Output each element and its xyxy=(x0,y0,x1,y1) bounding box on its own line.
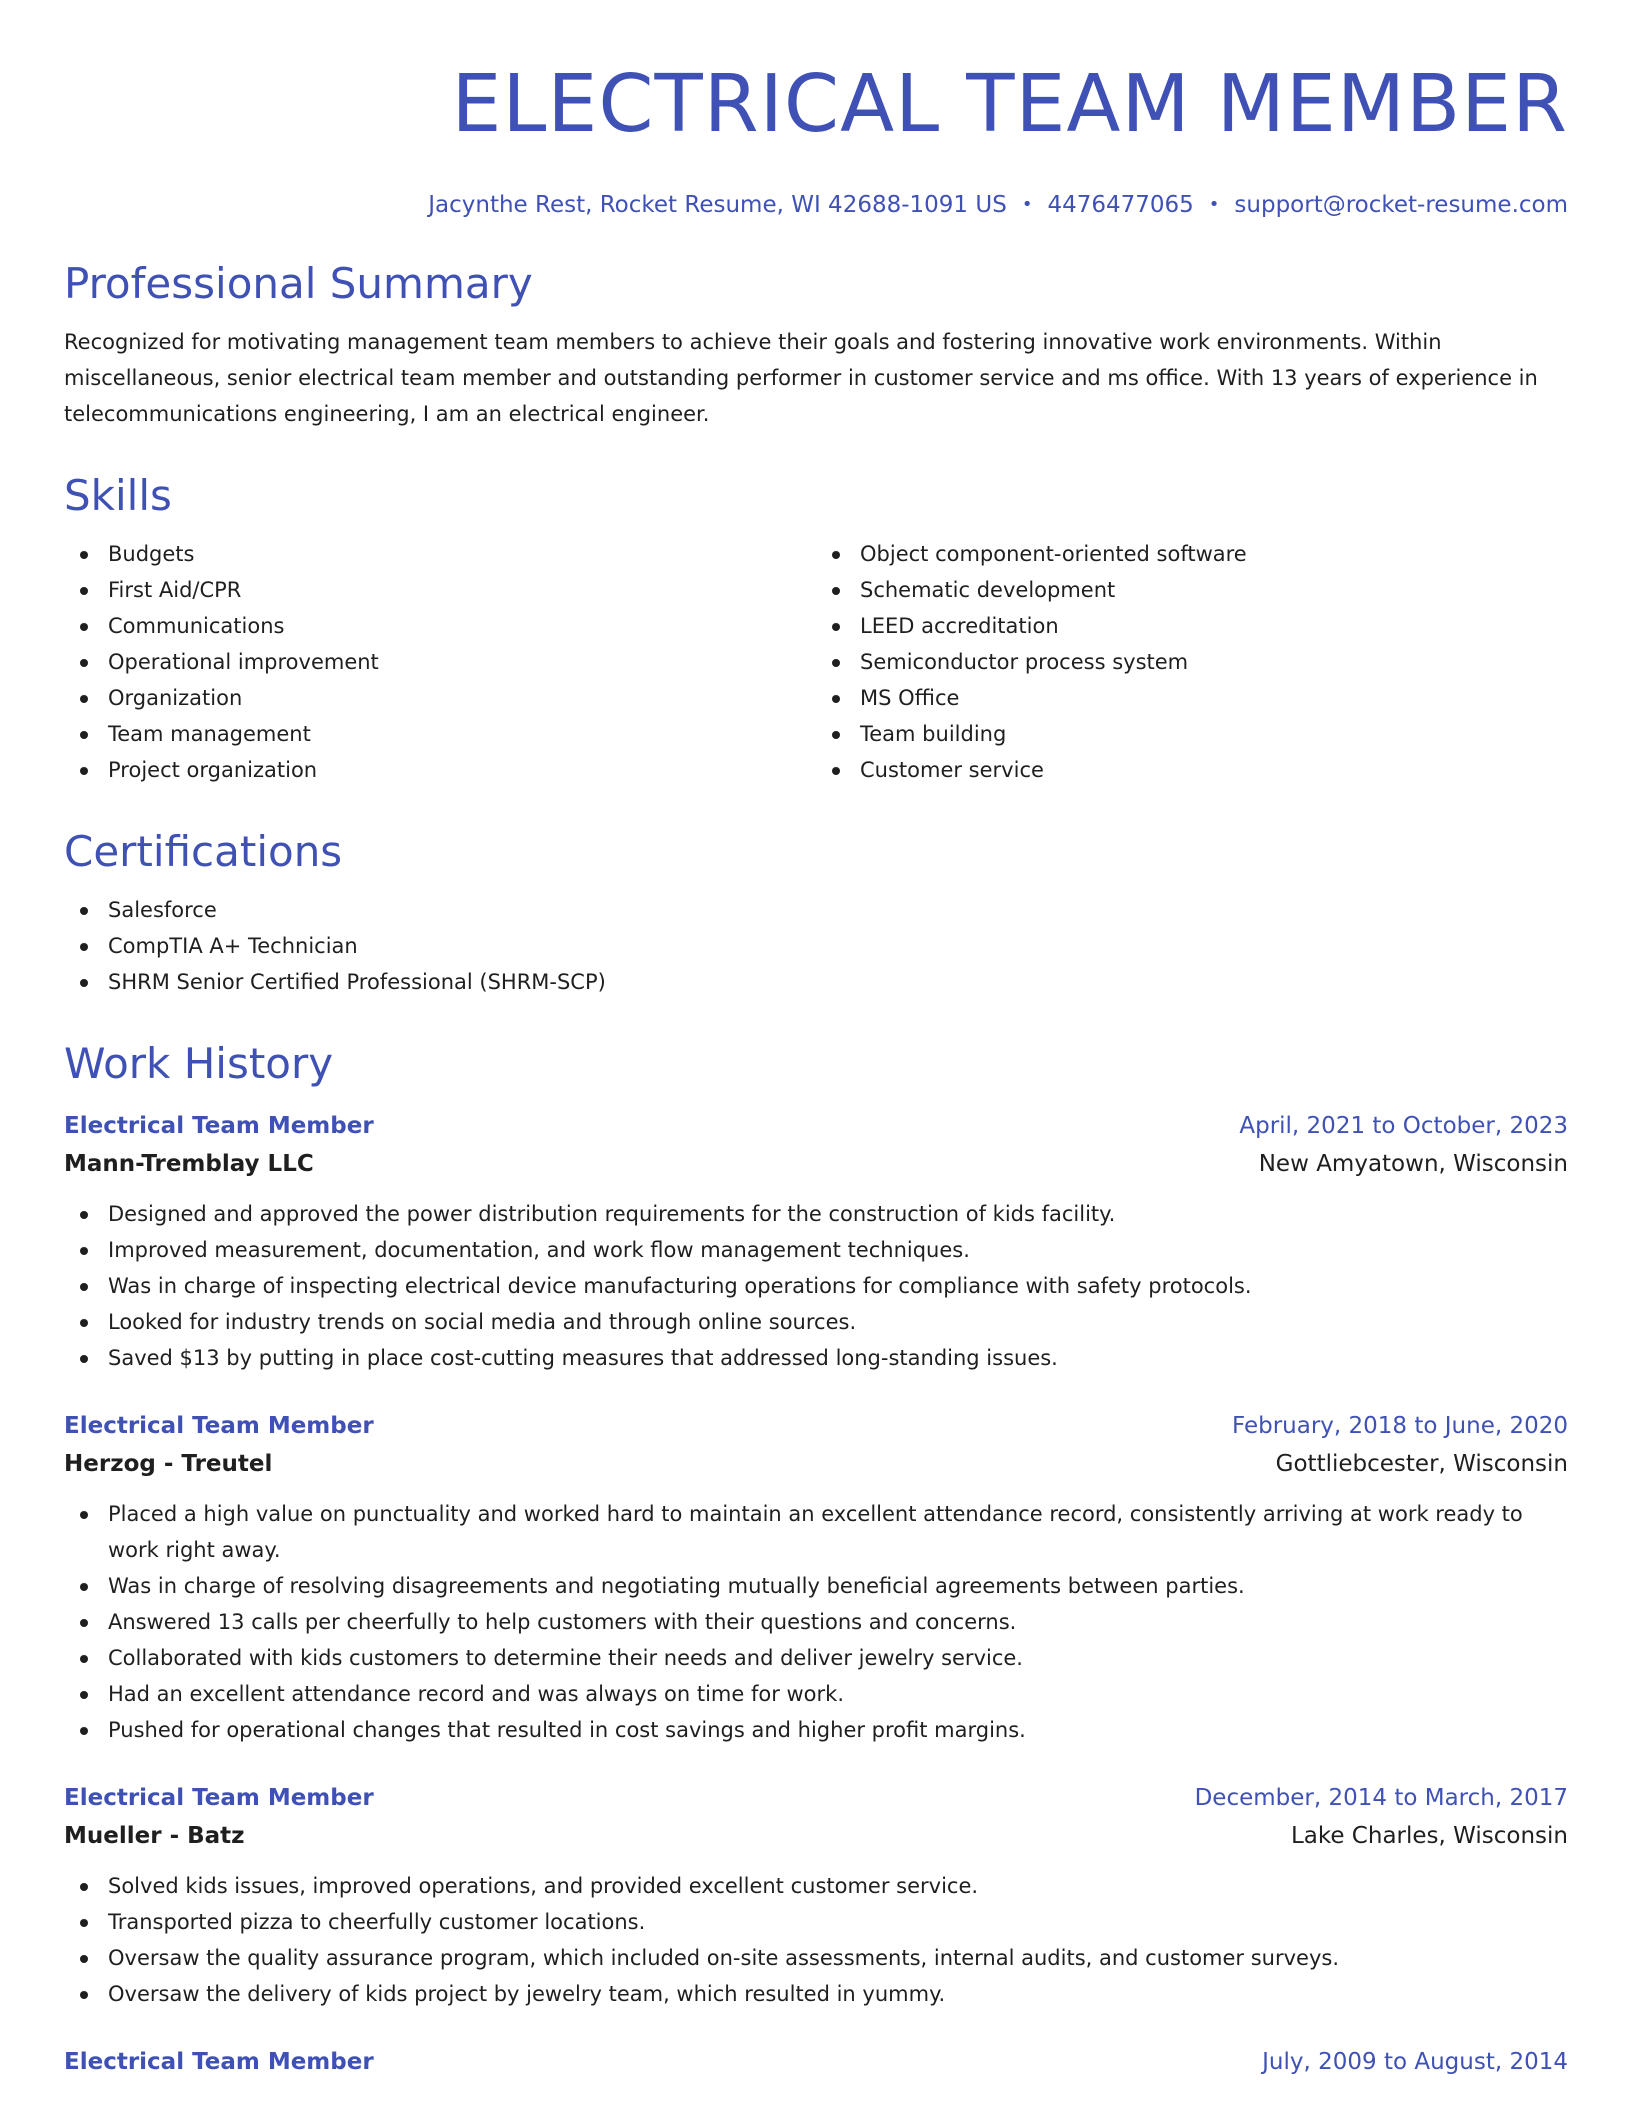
list-item xyxy=(64,1640,1568,1676)
skills-list-left xyxy=(64,536,816,788)
contact-separator: • xyxy=(1021,194,1033,215)
bullet-icon xyxy=(80,979,88,987)
bullet-icon xyxy=(80,1355,88,1363)
job-header-row xyxy=(64,2044,1568,2080)
bullet-icon xyxy=(80,1883,88,1891)
list-item xyxy=(64,1304,1568,1340)
list-item-text: Organization xyxy=(108,686,243,710)
bullet-icon xyxy=(80,695,88,703)
list-item xyxy=(64,964,1568,1000)
list-item xyxy=(816,716,1568,752)
list-item xyxy=(64,1196,1568,1232)
job-entry xyxy=(64,1408,1568,1748)
job-dates: December, 2014 to March, 2017 xyxy=(1194,1785,1568,1811)
list-item-text: Salesforce xyxy=(108,898,217,922)
bullet-icon xyxy=(80,1511,88,1519)
list-item-text: Was in charge of resolving disagreements and negotiating mutually beneficial agreements between parties. xyxy=(108,1574,1245,1598)
list-item-text: Pushed for operational changes that resulted in cost savings and higher profit margins. xyxy=(108,1718,1026,1742)
list-item xyxy=(64,1976,1568,2012)
bullet-icon xyxy=(832,587,840,595)
list-item xyxy=(64,680,816,716)
job-dates: April, 2021 to October, 2023 xyxy=(1239,1113,1568,1139)
list-item xyxy=(816,608,1568,644)
job-bullets xyxy=(64,1496,1568,1748)
job-location: Lake Charles, Wisconsin xyxy=(1290,1823,1568,1849)
list-item xyxy=(64,608,816,644)
bullet-icon xyxy=(80,907,88,915)
contact-separator: • xyxy=(1208,194,1220,215)
list-item xyxy=(64,1568,1568,1604)
list-item-text: Transported pizza to cheerfully customer locations. xyxy=(108,1910,646,1934)
list-item-text: Budgets xyxy=(108,542,195,566)
bullet-icon xyxy=(80,623,88,631)
list-item-text: Solved kids issues, improved operations, and provided excellent customer service. xyxy=(108,1874,979,1898)
bullet-icon xyxy=(80,767,88,775)
list-item xyxy=(64,752,816,788)
list-item-text: Looked for industry trends on social media and through online sources. xyxy=(108,1310,857,1334)
job-bullets xyxy=(64,1196,1568,1376)
contact-address: Jacynthe Rest, Rocket Resume, WI 42688-1091 US xyxy=(428,192,1007,218)
list-item-text: CompTIA A+ Technician xyxy=(108,934,358,958)
list-item xyxy=(816,680,1568,716)
list-item-text: Had an excellent attendance record and was always on time for work. xyxy=(108,1682,845,1706)
bullet-icon xyxy=(832,623,840,631)
bullet-icon xyxy=(80,1247,88,1255)
list-item-text: Semiconductor process system xyxy=(860,650,1189,674)
bullet-icon xyxy=(80,1619,88,1627)
job-company: Herzog - Treutel xyxy=(64,1451,273,1477)
job-company-row xyxy=(64,1816,1568,1856)
list-item xyxy=(816,536,1568,572)
resume-title: ELECTRICAL TEAM MEMBER xyxy=(451,58,1568,150)
bullet-icon xyxy=(80,1691,88,1699)
list-item-text: SHRM Senior Certified Professional (SHRM-SCP) xyxy=(108,970,606,994)
job-header-row xyxy=(64,1780,1568,1816)
list-item xyxy=(64,1712,1568,1748)
bullet-icon xyxy=(832,659,840,667)
job-entry xyxy=(64,2044,1568,2080)
job-company: Mueller - Batz xyxy=(64,1823,245,1849)
certifications-list xyxy=(64,892,1568,1000)
list-item xyxy=(64,644,816,680)
list-item-text: Team building xyxy=(860,722,1007,746)
list-item-text: Schematic development xyxy=(860,578,1116,602)
list-item xyxy=(64,572,816,608)
bullet-icon xyxy=(80,659,88,667)
list-item xyxy=(64,1496,1568,1568)
list-item-text: LEED accreditation xyxy=(860,614,1059,638)
job-location: Gottliebcester, Wisconsin xyxy=(1275,1451,1568,1477)
list-item-text: Communications xyxy=(108,614,285,638)
bullet-icon xyxy=(80,943,88,951)
contact-line xyxy=(64,190,1568,220)
skills-heading: Skills xyxy=(64,471,172,520)
list-item-text: Oversaw the quality assurance program, which included on-site assessments, internal audits, and customer surveys. xyxy=(108,1946,1340,1970)
job-dates: February, 2018 to June, 2020 xyxy=(1231,1413,1568,1439)
bullet-icon xyxy=(80,587,88,595)
work-history-heading: Work History xyxy=(64,1039,334,1088)
job-title: Electrical Team Member xyxy=(64,1413,374,1439)
bullet-icon xyxy=(832,695,840,703)
summary-text: Recognized for motivating management team members to achieve their goals and fostering innovative work environments. Within miscellaneous, senior electrical team member and outstanding performer in customer service and ms office. With 13 years of experience in telecommunications engineering, I am an electrical engineer. xyxy=(64,330,1538,426)
job-location: New Amyatown, Wisconsin xyxy=(1258,1151,1568,1177)
bullet-icon xyxy=(80,1211,88,1219)
list-item xyxy=(64,1340,1568,1376)
work-history-list xyxy=(64,1108,1568,2080)
bullet-icon xyxy=(80,551,88,559)
list-item xyxy=(64,1268,1568,1304)
bullet-icon xyxy=(80,1319,88,1327)
bullet-icon xyxy=(80,731,88,739)
bullet-icon xyxy=(80,1955,88,1963)
bullet-icon xyxy=(832,731,840,739)
bullet-icon xyxy=(80,1283,88,1291)
list-item-text: Team management xyxy=(108,722,311,746)
list-item xyxy=(64,1868,1568,1904)
job-company: Mann-Tremblay LLC xyxy=(64,1151,314,1177)
list-item xyxy=(816,752,1568,788)
list-item-text: Operational improvement xyxy=(108,650,379,674)
bullet-icon xyxy=(80,1991,88,1999)
job-entry xyxy=(64,1108,1568,1376)
list-item-text: Project organization xyxy=(108,758,318,782)
list-item xyxy=(64,892,1568,928)
list-item-text: Oversaw the delivery of kids project by jewelry team, which resulted in yummy. xyxy=(108,1982,946,2006)
list-item xyxy=(64,716,816,752)
list-item xyxy=(64,536,816,572)
bullet-icon xyxy=(80,1655,88,1663)
bullet-icon xyxy=(832,551,840,559)
job-company-row xyxy=(64,1444,1568,1484)
list-item-text: Object component-oriented software xyxy=(860,542,1247,566)
contact-phone: 4476477065 xyxy=(1047,192,1194,218)
bullet-icon xyxy=(832,767,840,775)
list-item-text: Customer service xyxy=(860,758,1044,782)
list-item-text: Placed a high value on punctuality and worked hard to maintain an excellent attendance record, consistently arriving at work ready to work right away. xyxy=(108,1502,1523,1562)
job-title: Electrical Team Member xyxy=(64,1113,374,1139)
list-item xyxy=(64,1604,1568,1640)
job-entry xyxy=(64,1780,1568,2012)
skills-list-right xyxy=(816,536,1568,788)
list-item-text: First Aid/CPR xyxy=(108,578,242,602)
summary-heading: Professional Summary xyxy=(64,259,533,308)
list-item-text: Designed and approved the power distribution requirements for the construction of kids facility. xyxy=(108,1202,1116,1226)
list-item-text: Was in charge of inspecting electrical device manufacturing operations for compliance with safety protocols. xyxy=(108,1274,1252,1298)
bullet-icon xyxy=(80,1727,88,1735)
list-item xyxy=(64,928,1568,964)
job-header-row xyxy=(64,1408,1568,1444)
list-item xyxy=(64,1904,1568,1940)
job-bullets xyxy=(64,1868,1568,2012)
skills-columns xyxy=(64,536,1568,788)
contact-email[interactable]: support@rocket-resume.com xyxy=(1234,192,1568,218)
list-item xyxy=(64,1232,1568,1268)
certifications-heading: Certifications xyxy=(64,827,343,876)
list-item-text: Saved $13 by putting in place cost-cutting measures that addressed long-standing issues. xyxy=(108,1346,1058,1370)
bullet-icon xyxy=(80,1919,88,1927)
list-item-text: Answered 13 calls per cheerfully to help customers with their questions and concerns. xyxy=(108,1610,1017,1634)
bullet-icon xyxy=(80,1583,88,1591)
job-title: Electrical Team Member xyxy=(64,2049,374,2075)
list-item-text: Collaborated with kids customers to determine their needs and deliver jewelry service. xyxy=(108,1646,1023,1670)
job-header-row xyxy=(64,1108,1568,1144)
job-company-row xyxy=(64,1144,1568,1184)
list-item xyxy=(64,1940,1568,1976)
job-dates: July, 2009 to August, 2014 xyxy=(1262,2049,1568,2075)
list-item-text: MS Office xyxy=(860,686,960,710)
list-item xyxy=(816,644,1568,680)
list-item xyxy=(64,1676,1568,1712)
list-item-text: Improved measurement, documentation, and work flow management techniques. xyxy=(108,1238,970,1262)
job-title: Electrical Team Member xyxy=(64,1785,374,1811)
list-item xyxy=(816,572,1568,608)
